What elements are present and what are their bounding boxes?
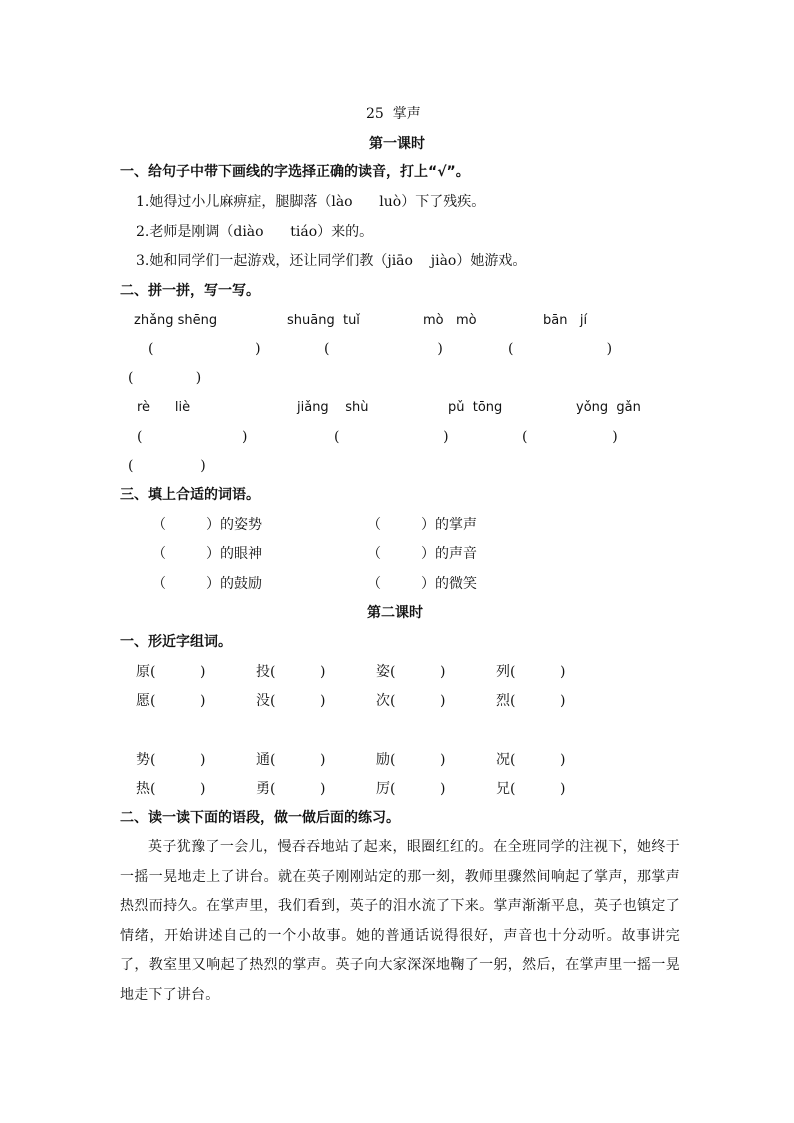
answer-box[interactable]: ( ) bbox=[148, 341, 262, 357]
answer-box[interactable]: ( ) bbox=[128, 458, 206, 474]
pinyin-momo: mò mò bbox=[423, 313, 477, 328]
answer-box[interactable]: ( ) bbox=[128, 370, 202, 386]
answer-box[interactable]: ( ) bbox=[137, 429, 248, 445]
word-item[interactable]: 厉( ) bbox=[376, 781, 446, 797]
word-item[interactable]: 投( ) bbox=[256, 664, 326, 680]
period2-title: 第二课时 bbox=[367, 605, 423, 621]
word-item[interactable]: 况( ) bbox=[496, 752, 566, 768]
word-item[interactable]: 势( ) bbox=[136, 752, 206, 768]
word-item[interactable]: 原( ) bbox=[136, 664, 206, 680]
section1-heading: 一、给句子中带下画线的字选择正确的读音，打上“√”。 bbox=[120, 164, 470, 180]
word-item[interactable]: 次( ) bbox=[376, 693, 446, 709]
section4-heading: 一、形近字组词。 bbox=[120, 634, 232, 650]
fill-phrase[interactable]: （ ）的掌声 bbox=[367, 517, 478, 533]
fill-phrase[interactable]: （ ）的声音 bbox=[367, 546, 478, 562]
word-item[interactable]: 愿( ) bbox=[136, 693, 206, 709]
pinyin-zhangsheng: zhǎng shēng bbox=[134, 313, 218, 328]
section2-heading: 二、拼一拼，写一写。 bbox=[120, 283, 260, 299]
lesson-title: 25 掌声 bbox=[366, 106, 421, 122]
word-item[interactable]: 通( ) bbox=[256, 752, 326, 768]
sec1-item-3: 3.她和同学们一起游戏，还让同学们教（jiāo jiào）她游戏。 bbox=[136, 253, 527, 269]
sec1-item-1: 1.她得过小儿麻痹症，腿脚落（lào luò）下了残疾。 bbox=[136, 194, 486, 210]
fill-phrase[interactable]: （ ）的微笑 bbox=[367, 576, 478, 592]
word-item[interactable]: 兄( ) bbox=[496, 781, 566, 797]
fill-phrase[interactable]: （ ）的姿势 bbox=[152, 517, 263, 533]
word-item[interactable]: 励( ) bbox=[376, 752, 446, 768]
section3-heading: 三、填上合适的词语。 bbox=[120, 487, 260, 503]
answer-box[interactable]: ( ) bbox=[508, 341, 613, 357]
word-item[interactable]: 列( ) bbox=[496, 664, 566, 680]
pinyin-relie: rè liè bbox=[137, 400, 191, 415]
sec1-item-2: 2.老师是刚调（diào tiáo）来的。 bbox=[136, 224, 374, 240]
section5-heading: 二、读一读下面的语段，做一做后面的练习。 bbox=[120, 810, 400, 826]
reading-paragraph: 英子犹豫了一会儿，慢吞吞地站了起来，眼圈红红的。在全班同学的注视下，她终于一摇一晃地走上了讲台。就在英子刚刚站定的那一刻，教师里骤然间响起了掌声，那掌声热烈而持久。在掌声里，我们看到，英子的泪水流了下来。掌声渐渐平息，英子也镇定了情绪，开始讲述自己的一个小故事。她的普通话说得很好，声音也十分动听。故事讲完了，教室里又响起了热烈的掌声。英子向大家深深地鞠了一躬，然后，在掌声里一摇一晃地走下了讲台。 bbox=[120, 839, 680, 1003]
pinyin-banji: bān jí bbox=[543, 313, 588, 328]
word-item[interactable]: 烈( ) bbox=[496, 693, 566, 709]
pinyin-shuangtui: shuāng tuǐ bbox=[287, 313, 360, 328]
pinyin-putong: pǔ tōng bbox=[448, 400, 503, 415]
word-item[interactable]: 没( ) bbox=[256, 693, 326, 709]
answer-box[interactable]: ( ) bbox=[522, 429, 618, 445]
pinyin-jiangshu: jiǎng shù bbox=[297, 400, 369, 415]
word-item[interactable]: 热( ) bbox=[136, 781, 206, 797]
answer-box[interactable]: ( ) bbox=[324, 341, 444, 357]
fill-phrase[interactable]: （ ）的眼神 bbox=[152, 546, 263, 562]
period1-title: 第一课时 bbox=[369, 136, 425, 152]
answer-box[interactable]: ( ) bbox=[334, 429, 450, 445]
pinyin-yonggan: yǒng gǎn bbox=[576, 400, 641, 415]
word-item[interactable]: 勇( ) bbox=[256, 781, 326, 797]
word-item[interactable]: 姿( ) bbox=[376, 664, 446, 680]
fill-phrase[interactable]: （ ）的鼓励 bbox=[152, 576, 263, 592]
